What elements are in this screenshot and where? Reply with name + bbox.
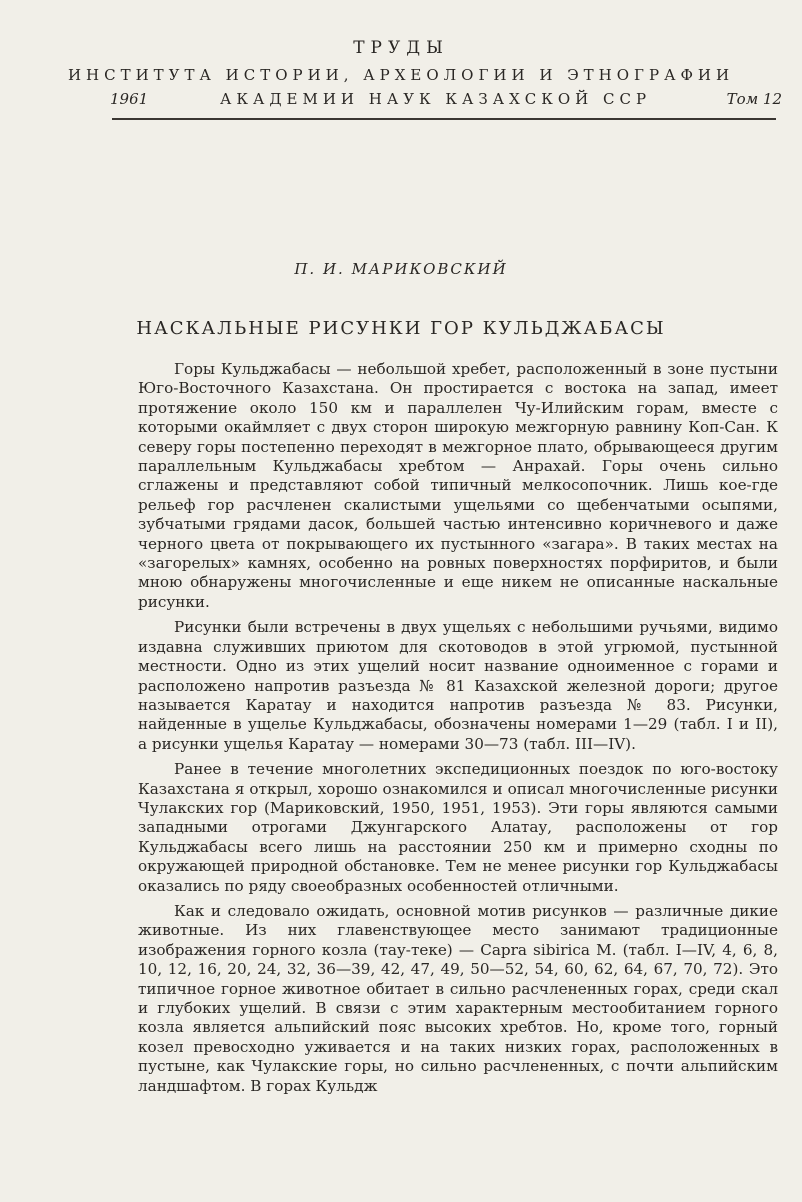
journal-series-title: ТРУДЫ: [353, 38, 449, 58]
article-title: НАСКАЛЬНЫЕ РИСУНКИ ГОР КУЛЬДЖАБАСЫ: [136, 318, 666, 339]
article-body: [138, 360, 778, 1102]
paragraph: Рисунки были встречены в двух ущельях с небольшими ручьями, видимо издавна служивших приютом для скотоводов в этой угрюмой, пустынной местности. Одно из этих ущелий носит название одноименное с горами и расположено напротив разъезда № 81 Казахской железной дороги; другое называется Каратау и находится напротив разъезда № 83. Рисунки, найденные в ущелье Кульджабасы, обозначены номерами 1—29 (табл. I и II), а рисунки ущелья Каратау — номерами 30—73 (табл. III—IV).: [138, 618, 778, 753]
journal-volume: Том 12: [726, 90, 782, 108]
article-author: П. И. МАРИКОВСКИЙ: [294, 260, 508, 278]
paragraph: Как и следовало ожидать, основной мотив рисунков — различные дикие животные. Из них главенствующее место занимают традиционные изображения горного козла (тау-теке) — Capra sibirica M. (табл. I—IV, 4, 6, 8, 10, 12, 16, 20, 24, 32, 36—39, 42, 47, 49, 50—52, 54, 60, 62, 64, 67, 70, 72). Это типичное горное животное обитает в сильно расчлененных горах, среди скал и глубоких ущелий. В связи с этим характерным местообитанием горного козла является альпийский пояс высоких хребтов. Но, кроме того, горный козел превосходно уживается и на таких низких горах, расположенных в пустыне, как Чулакские горы, но сильно расчлененных, с почти альпийским ландшафтом. В горах Кульдж: [138, 901, 778, 1095]
journal-institute-line: ИНСТИТУТА ИСТОРИИ, АРХЕОЛОГИИ И ЭТНОГРАФИИ: [67, 66, 735, 84]
header-rule: [112, 118, 776, 120]
paragraph: Ранее в течение многолетних экспедиционных поездок по юго-востоку Казахстана я открыл, хорошо ознакомился и описал многочисленные рисунки Чулакских гор (Мариковский, 1950, 1951, 1953). Эти горы являются самыми западными отрогами Джунгарского Алатау, расположены от гор Кульджабасы всего лишь на расстоянии 250 км и примерно сходны по окружающей природной обстановке. Тем не менее рисунки гор Кульджабасы оказались по ряду своеобразных особенностей отличными.: [138, 760, 778, 895]
paragraph: Горы Кульджабасы — небольшой хребет, расположенный в зоне пустыни Юго-Восточного Казахстана. Он простирается с востока на запад, имеет протяжение около 150 км и параллелен Чу-Илийским горам, вместе с которыми окаймляет с двух сторон широкую межгорную равнину Коп-Сан. К северу горы постепенно переходят в межгорное плато, обрывающееся другим параллельным Кульджабасы хребтом — Анрахай. Горы очень сильно сглажены и представляют собой типичный мелкосопочник. Лишь кое-где рельеф гор расчленен скалистыми ущельями со щебенчатыми осыпями, зубчатыми грядами дасок, большей частью интенсивно коричневого и даже черного цвета от покрывающего их пустынного «загара». В таких местах на «загорелых» камнях, особенно на ровных поверхностях порфиритов, и были мною обнаружены многочисленные и еще никем не описанные наскальные рисунки.: [138, 360, 778, 611]
journal-academy-line: АКАДЕМИИ НАУК КАЗАХСКОЙ ССР: [220, 90, 652, 108]
journal-header-row: [110, 90, 782, 112]
journal-year: 1961: [110, 90, 149, 108]
